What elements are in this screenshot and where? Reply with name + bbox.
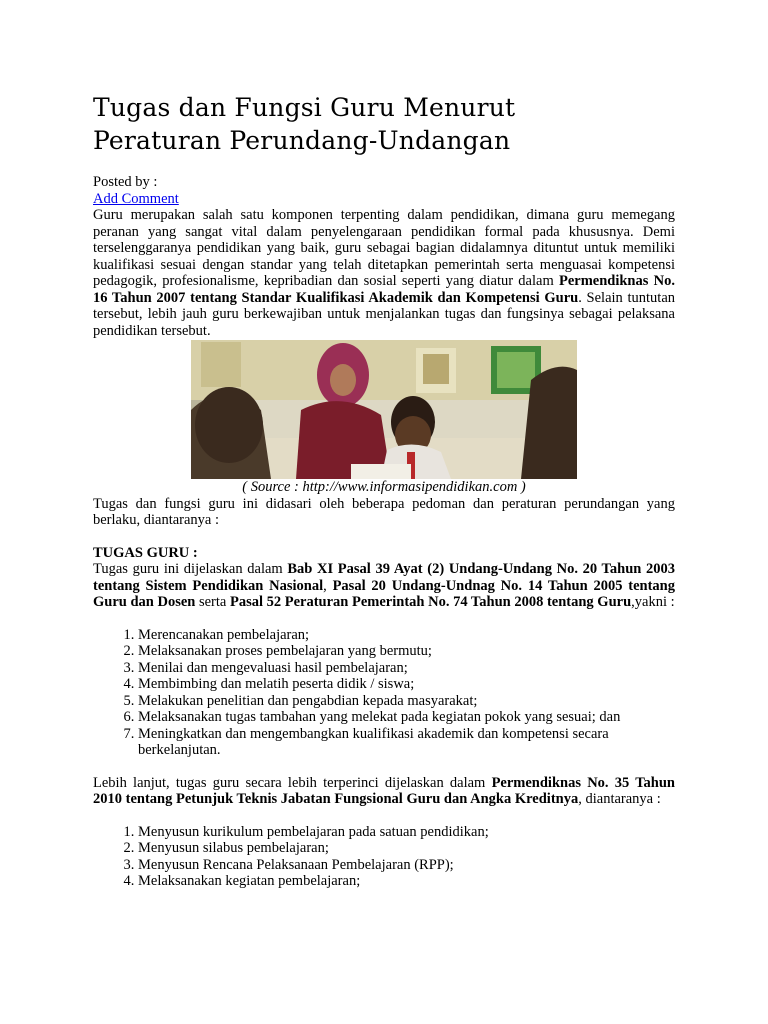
document-page: [93, 0, 675, 890]
add-comment-link[interactable]: Add Comment: [93, 190, 179, 207]
list-item: 5. Melakukan penelitian dan pengabdian kepada masyarakat;: [138, 693, 675, 710]
list-item: 1. Merencanakan pembelajaran;: [138, 627, 675, 644]
tugas-list: [93, 627, 675, 759]
intro-paragraph: Guru merupakan salah satu komponen terpenting dalam pendidikan, dimana guru memegang peranan yang sangat vital dalam penyelengaraan pendidikan formal pada khususnya. Demi terselenggaranya pendidikan yang baik, guru sebagai bagian didalamnya dituntut untuk memiliki kualifikasi sesuai dengan standar yang telah ditetapkan pemerintah serta menguasai kompetensi pedagogik, profesionalisme, kepribadian dan sosial seperti yang diatur dalam Permendiknas No. 16 Tahun 2007 tentang Standar Kualifikasi Akademik dan Kompetensi Guru. Selain tuntutan tersebut, lebih jauh guru berkewajiban untuk menjalankan tugas dan fungsinya sebagai pelaksana pendidikan tersebut.: [93, 207, 676, 339]
list-item: 7. Meningkatkan dan mengembangkan kualifikasi akademik dan kompetensi secara berkelanjutan.: [138, 726, 675, 759]
rincian-list: [93, 824, 675, 890]
basis-paragraph: Tugas dan fungsi guru ini didasari oleh beberapa pedoman dan peraturan perundangan yang berlaku, diantaranya :: [93, 495, 675, 528]
list-item: 6. Melaksanakan tugas tambahan yang melekat pada kegiatan pokok yang sesuai; dan: [138, 709, 675, 726]
further-paragraph: Lebih lanjut, tugas guru secara lebih terperinci dijelaskan dalam Permendiknas No. 35 Tahun 2010 tentang Petunjuk Teknis Jabatan Fungsional Guru dan Angka Kreditnya, diantaranya :: [93, 774, 675, 807]
list-item: 1. Menyusun kurikulum pembelajaran pada satuan pendidikan;: [138, 824, 675, 841]
posted-by: Posted by :: [93, 174, 158, 190]
list-item: 2. Melaksanakan proses pembelajaran yang bermutu;: [138, 643, 675, 660]
list-item: 2. Menyusun silabus pembelajaran;: [138, 840, 675, 857]
page-title: Tugas dan Fungsi Guru Menurut Peraturan Perundang-Undangan: [93, 93, 516, 155]
list-item: 3. Menyusun Rencana Pelaksanaan Pembelajaran (RPP);: [138, 857, 675, 874]
image-caption: ( Source : http://www.informasipendidikan.com ): [242, 479, 526, 495]
list-item: 4. Membimbing dan melatih peserta didik / siswa;: [138, 676, 675, 693]
classroom-photo: [191, 340, 577, 479]
list-item: 4. Melaksanakan kegiatan pembelajaran;: [138, 873, 675, 890]
section-heading: TUGAS GURU :: [93, 544, 198, 561]
list-item: 3. Menilai dan mengevaluasi hasil pembelajaran;: [138, 660, 675, 677]
tugas-paragraph: Tugas guru ini dijelaskan dalam Bab XI Pasal 39 Ayat (2) Undang-Undang No. 20 Tahun 2003 tentang Sistem Pendidikan Nasional, Pasal 20 Undang-Undnag No. 14 Tahun 2005 tentang Guru dan Dosen serta Pasal 52 Peraturan Pemerintah No. 74 Tahun 2008 tentang Guru,yakni :: [93, 561, 676, 610]
